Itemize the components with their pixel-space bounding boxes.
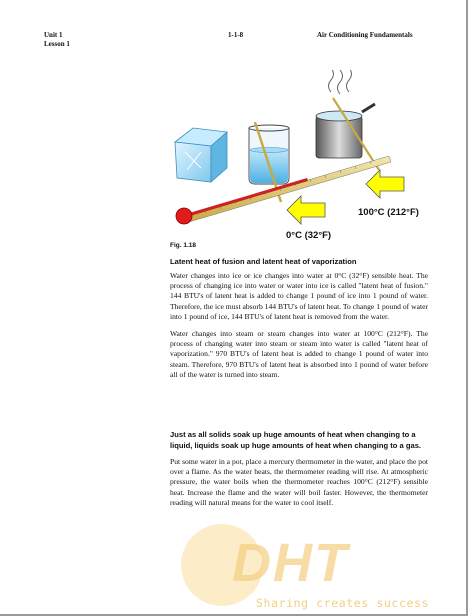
paragraph-pot-experiment: Put some water in a pot, place a mercury thermometer in the water, and place the pot over a flame. As the water heats, the thermometer reading will rise. At atmospheric pressure, the water boils when the thermometer reaches 100°C (212°F) sensible heat. Increase the flame and the water will boil faster. However, the thermometer reading will natural means for the water to cool itself.: [170, 457, 428, 507]
latent-heat-illustration: [165, 70, 445, 245]
freezing-point-label: 0°C (32°F): [286, 230, 332, 241]
section-soak-heat: [170, 429, 428, 508]
watermark-tagline: Sharing creates success: [256, 596, 430, 610]
section-latent-heat: [170, 256, 428, 380]
ice-cube-icon: [175, 128, 227, 182]
arrow-freezing-icon: [287, 196, 325, 224]
boiling-pot-icon: [316, 70, 379, 170]
unit-lesson: [44, 31, 70, 49]
paragraph-vaporization: Water changes into steam or steam changes into water at 100°C (212°F). The process of changing water into steam or steam into water is called "latent heat of vaporization." 970 BTU's of latent heat is added to change 1 pound of water into steam. Therefore, 970 BTU's of latent heat is absorbed into 1 pound of water before all of the water is turned into steam.: [170, 329, 428, 379]
arrow-boiling-icon: [366, 170, 404, 198]
lesson-label: Lesson 1: [44, 40, 70, 48]
page-number: 1-1-8: [228, 31, 244, 39]
section-heading-bold: Just as all solids soak up huge amounts of heat when changing to a liquid, liquids soak up huge amounts of heat when changing to a gas.: [170, 430, 422, 450]
boiling-point-label: 100°C (212°F): [358, 207, 419, 218]
unit-label: Unit 1: [44, 31, 63, 39]
course-title: Air Conditioning Fundamentals: [317, 31, 413, 39]
section-heading: Latent heat of fusion and latent heat of vaporization: [170, 257, 357, 266]
watermark-logo: DHT: [232, 533, 349, 593]
figure-illustration: [165, 70, 445, 245]
figure-caption: Fig. 1.18: [170, 242, 197, 249]
paragraph-fusion: Water changes into ice or ice changes into water at 0°C (32°F) sensible heat. The process of changing ice into water or water into ice is called "latent heat of fusion." 144 BTU's of latent heat is added to change 1 pound of ice into 1 pound of water. Therefore, the ice must absorb 144 BTU's of latent heat. To change 1 pound of water into 1 pound of ice, 144 BTU's of latent heat is removed from the water.: [170, 271, 428, 321]
